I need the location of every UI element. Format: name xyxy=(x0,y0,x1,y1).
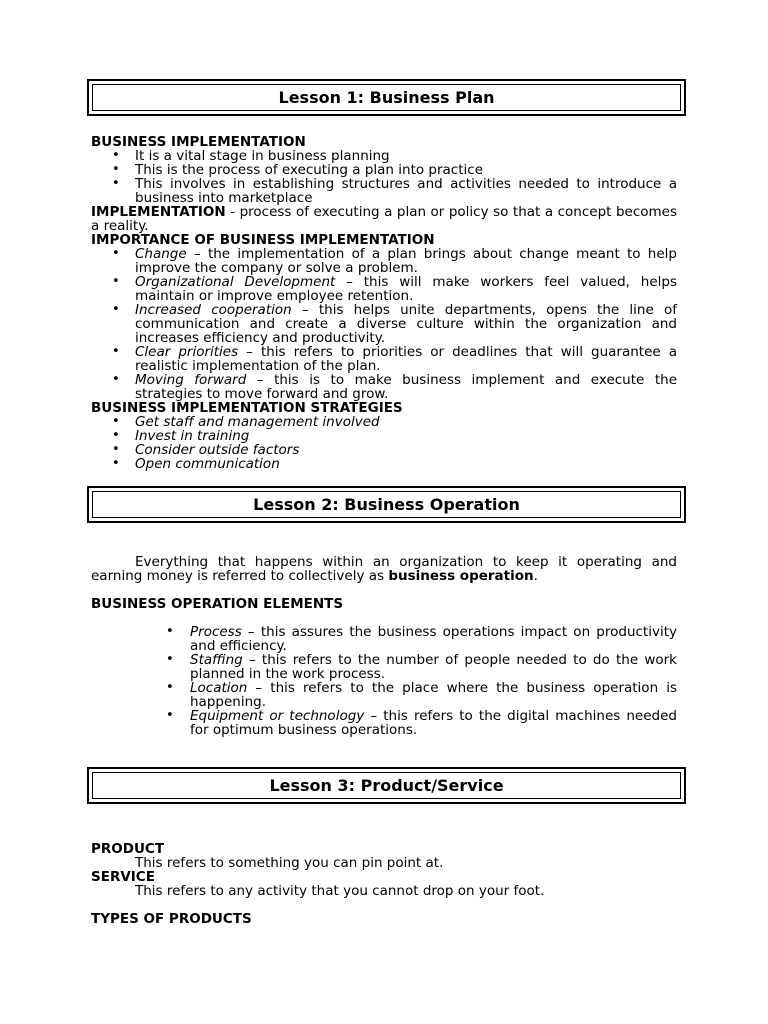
list-item: • Increased cooperation – this helps unite departments, opens the line of communication and create a diverse culture within the organization and increases efficiency and productivity. xyxy=(112,302,677,346)
bullet-icon: • xyxy=(112,302,120,317)
lesson-2-content xyxy=(91,555,677,737)
operation-elements-heading: BUSINESS OPERATION ELEMENTS xyxy=(91,596,344,612)
operation-elements-list xyxy=(91,625,677,737)
list-item: • Equipment or technology – this refers to the digital machines needed for optimum business operations. xyxy=(166,708,677,738)
bullet-icon: • xyxy=(166,708,174,723)
bullet-icon: • xyxy=(112,176,120,191)
list-item: • Organizational Development – this will make workers feel valued, helps maintain or improve employee retention. xyxy=(112,274,677,304)
list-item: • This involves in establishing structures and activities needed to introduce a business into marketplace xyxy=(112,176,677,206)
list-item: • Location – this refers to the place where the business operation is happening. xyxy=(166,680,677,710)
business-implementation-heading: BUSINESS IMPLEMENTATION xyxy=(91,134,306,150)
lesson-1-content xyxy=(91,135,677,471)
business-operation-intro: Everything that happens within an organization to keep it operating and earning money is referred to collectively as business operation. xyxy=(91,554,677,584)
bullet-icon: • xyxy=(166,680,174,695)
bullet-icon: • xyxy=(112,372,120,387)
strategies-heading: BUSINESS IMPLEMENTATION STRATEGIES xyxy=(91,400,403,416)
lesson-3-title-box xyxy=(87,767,686,804)
bullet-icon: • xyxy=(112,162,120,177)
service-definition: This refers to any activity that you cannot drop on your foot. xyxy=(135,883,545,899)
lesson-2-title: Lesson 2: Business Operation xyxy=(92,491,681,518)
list-item: • Process – this assures the business operations impact on productivity and efficiency. xyxy=(166,624,677,654)
list-item: • This is the process of executing a plan into practice xyxy=(112,162,484,178)
lesson-1-title: Lesson 1: Business Plan xyxy=(92,84,681,111)
bullet-icon: • xyxy=(112,148,120,163)
strategies-list xyxy=(91,415,677,471)
service-heading: SERVICE xyxy=(91,869,155,885)
bullet-icon: • xyxy=(112,414,120,429)
bullet-icon: • xyxy=(112,344,120,359)
implementation-bullets xyxy=(91,149,677,205)
list-item: • Consider outside factors xyxy=(112,442,300,458)
list-item: • Open communication xyxy=(112,456,280,472)
bullet-icon: • xyxy=(112,456,120,471)
lesson-3-title: Lesson 3: Product/Service xyxy=(92,772,681,799)
importance-heading: IMPORTANCE OF BUSINESS IMPLEMENTATION xyxy=(91,232,435,248)
bullet-icon: • xyxy=(112,428,120,443)
bullet-icon: • xyxy=(112,274,120,289)
list-item: • Clear priorities – this refers to priorities or deadlines that will guarantee a realistic implementation of the plan. xyxy=(112,344,677,374)
implementation-term: IMPLEMENTATION xyxy=(91,204,226,220)
bullet-icon: • xyxy=(166,652,174,667)
bullet-icon: • xyxy=(112,246,120,261)
types-of-products-heading: TYPES OF PRODUCTS xyxy=(91,911,252,927)
list-item: • Change – the implementation of a plan brings about change meant to help improve the company or solve a problem. xyxy=(112,246,677,276)
lesson-3-content xyxy=(91,842,677,926)
implementation-definition: IMPLEMENTATION - process of executing a plan or policy so that a concept becomes a reality. xyxy=(91,204,677,234)
product-definition: This refers to something you can pin point at. xyxy=(135,855,444,871)
lesson-1-title-box xyxy=(87,79,686,116)
list-item: • Moving forward – this is to make business implement and execute the strategies to move forward and grow. xyxy=(112,372,678,402)
list-item: • Staffing – this refers to the number of people needed to do the work planned in the work process. xyxy=(166,652,677,682)
bullet-icon: • xyxy=(112,442,120,457)
list-item: • Invest in training xyxy=(112,428,250,444)
bullet-icon: • xyxy=(166,624,174,639)
list-item: • It is a vital stage in business planning xyxy=(112,148,390,164)
lesson-2-title-box xyxy=(87,486,686,523)
importance-list xyxy=(91,247,677,401)
list-item: • Get staff and management involved xyxy=(112,414,380,430)
product-heading: PRODUCT xyxy=(91,841,165,857)
